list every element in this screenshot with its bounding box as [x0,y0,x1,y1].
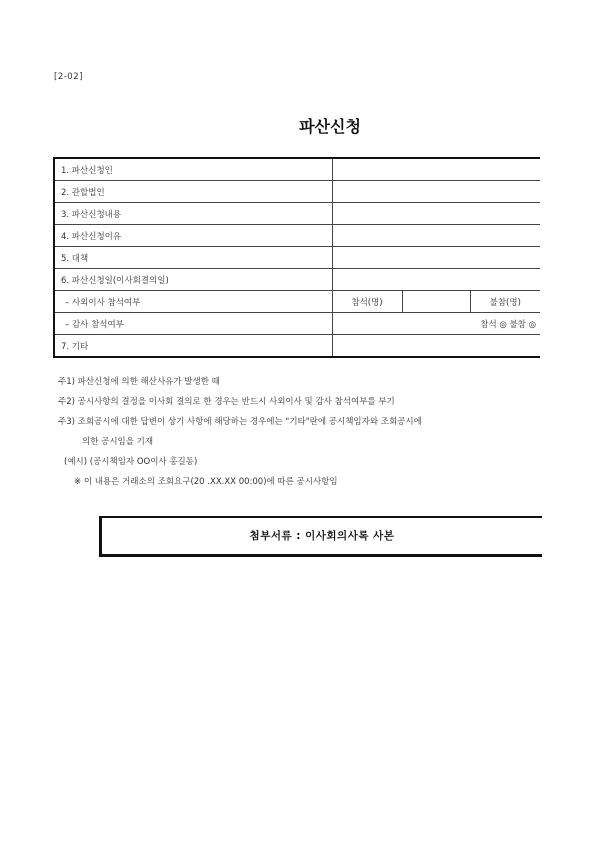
field-label-other: 7. 기타 [54,335,332,358]
table-row [54,203,540,225]
form-code: [2-02] [54,72,83,82]
attachment-label: 첨부서류 : 이사회의사록 사본 [249,530,395,542]
table-row [54,247,540,269]
present-count-field[interactable] [402,291,470,313]
field-value-applicant[interactable] [332,158,540,181]
table-row [54,181,540,203]
field-value-measures[interactable] [332,247,540,269]
field-label-applicant: 1. 파산신청인 [54,158,332,181]
table-row [54,158,540,181]
field-label-auditor: – 감사 참석여부 [54,313,332,335]
table-row [54,335,540,358]
table-row [54,269,540,291]
page-title: 파산신청 [299,117,361,136]
field-value-content[interactable] [332,203,540,225]
present-count-label: 참석(명) [332,291,402,313]
footnotes [58,376,422,496]
table-row [54,225,540,247]
field-label-measures: 5. 대책 [54,247,332,269]
table-row [54,313,540,335]
footnote-1: 주1) 파산신청에 의한 해산사유가 발생한 때 [58,377,220,387]
field-label-court: 2. 관할법인 [54,181,332,203]
footnote-3: 주3) 조회공시에 대한 답변이 상기 사항에 해당하는 경우에는 "기타"란에 공시책임자와 조회공시에 [58,417,422,427]
footnote-2: 주2) 공시사항의 결정을 이사회 결의로 한 경우는 반드시 사외이사 및 감사 참석여부를 부기 [58,397,395,407]
footnote-3-continued: 의한 공시임을 기재 [82,437,154,447]
example-note: (예시) (공시책임자 OO이사 홍길동) [64,457,198,467]
field-label-content: 3. 파산신청내용 [54,203,332,225]
field-value-court[interactable] [332,181,540,203]
auditor-attendance-options[interactable]: 참석 ◎ 불참 ◎ [332,313,540,335]
field-label-reason: 4. 파산신청이유 [54,225,332,247]
table-row [54,291,540,313]
report-form-table [53,157,540,358]
field-label-filing-date: 6. 파산신청일(이사회결의일) [54,269,332,291]
field-value-reason[interactable] [332,225,540,247]
field-value-other[interactable] [332,335,540,358]
attachment-box [99,516,542,557]
field-label-outside-director: – 사외이사 참석여부 [54,291,332,313]
inquiry-note: ※ 이 내용은 거래소의 조회요구(20 .XX.XX 00:00)에 따른 공시사항임 [74,477,338,487]
field-value-filing-date[interactable] [332,269,540,291]
absent-count-label: 불참(명) [470,291,540,313]
